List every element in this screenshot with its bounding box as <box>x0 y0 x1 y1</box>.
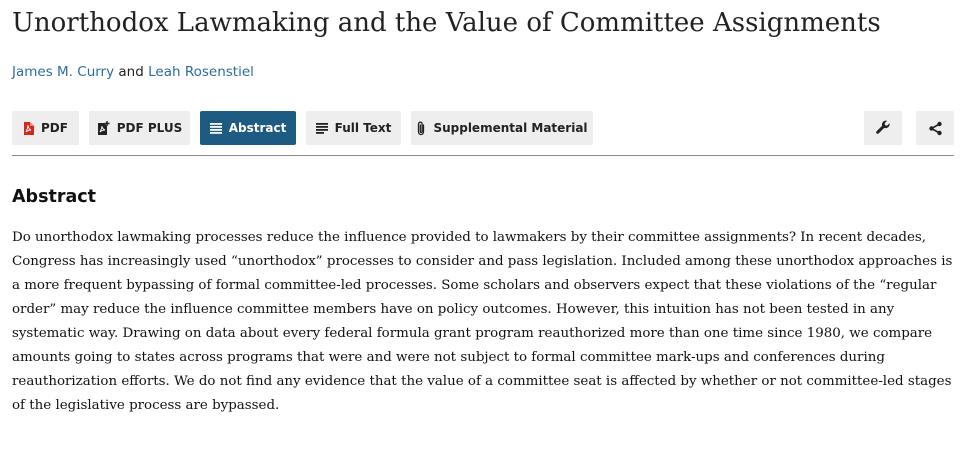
author-link-curry[interactable]: James M. Curry <box>12 64 115 80</box>
supplemental-material-button-label: Supplemental Material <box>433 121 588 135</box>
author-link-rosenstiel[interactable]: Leah Rosenstiel <box>148 64 254 80</box>
wrench-icon <box>875 120 891 136</box>
pdf-plus-button-label: PDF PLUS <box>116 121 183 135</box>
full-text-button[interactable] <box>306 111 401 145</box>
article-title: Unorthodox Lawmaking and the Value of Committee Assignments <box>12 8 881 38</box>
toolbar-divider <box>12 155 954 156</box>
text-lines-icon <box>316 123 328 134</box>
supplemental-material-button[interactable] <box>411 111 593 145</box>
author-list <box>12 62 254 82</box>
full-text-button-label: Full Text <box>334 121 392 135</box>
pdf-button-label: PDF <box>41 121 68 135</box>
abstract-button[interactable] <box>200 111 296 145</box>
abstract-text: Do unorthodox lawmaking processes reduce the influence provided to lawmakers by their committee assignments? In recent decades, Congress has increasingly used “unorthodox” processes to consider and pass legislation. Included among these unorthodox approaches is a more frequent bypassing of formal committee-led processes. Some scholars and observers expect that these violations of the “regular order” may reduce the influence committee members have on policy outcomes. However, this intuition has not been tested in any systematic way. Drawing on data about every federal formula grant program reauthorized more than one time since 1980, we compare amounts going to states across programs that were and were not subject to formal committee mark-ups and conferences during reauthorization efforts. We do not find any evidence that the value of a committee seat is affected by whether or not committee-led stages of the legislative process are bypassed. <box>12 230 953 413</box>
author-conjunction: and <box>118 64 144 80</box>
pdf-plus-icon <box>97 121 110 135</box>
pdf-button[interactable] <box>12 111 79 145</box>
pdf-icon <box>23 122 34 135</box>
share-button[interactable] <box>916 111 954 145</box>
paperclip-icon <box>416 121 426 136</box>
abstract-heading: Abstract <box>12 187 97 207</box>
tools-button[interactable] <box>864 111 902 145</box>
lines-icon <box>210 123 222 134</box>
pdf-plus-button[interactable] <box>89 111 190 145</box>
article-toolbar <box>12 111 954 145</box>
share-icon <box>928 121 943 136</box>
abstract-button-label: Abstract <box>228 121 287 135</box>
